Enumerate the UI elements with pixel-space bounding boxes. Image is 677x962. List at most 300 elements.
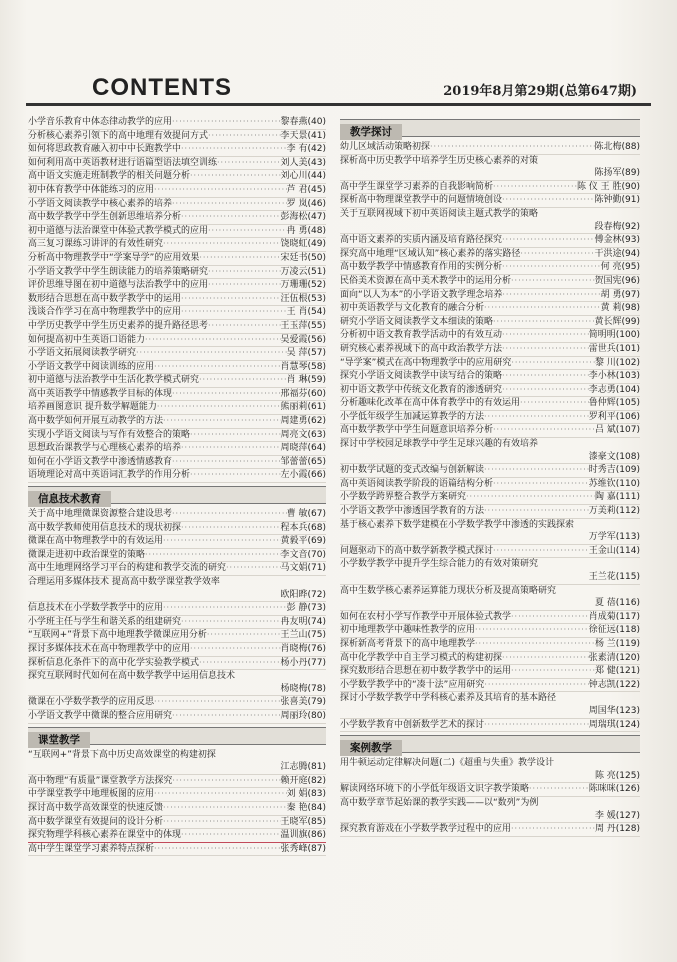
toc-entry[interactable]	[340, 519, 640, 545]
toc-entry[interactable]	[28, 522, 326, 536]
toc-entry[interactable]	[28, 829, 326, 843]
toc-list-classroom	[28, 749, 326, 857]
author-page: 王晓军(85)	[280, 816, 326, 827]
article-title: 初中体育教学中体能练习的应用	[28, 184, 155, 195]
toc-entry[interactable]	[340, 679, 640, 693]
toc-entry[interactable]	[28, 657, 326, 671]
toc-list-info-tech	[28, 508, 326, 724]
article-title: 用牛顿运动定律解决问题(二)《超重与失重》教学设计	[340, 758, 555, 769]
dot-leader	[493, 181, 577, 194]
dot-leader	[154, 843, 281, 856]
dot-leader	[181, 306, 287, 319]
dot-leader	[154, 696, 281, 709]
article-title: “导学案”模式在高中物理教学中的应用研究	[340, 357, 512, 368]
author-page: 邹蕾蕾(65)	[280, 456, 326, 467]
dot-leader	[157, 401, 281, 414]
toc-entry[interactable]	[340, 329, 640, 343]
dot-leader	[208, 225, 287, 238]
author-page: 周晓萍(64)	[280, 443, 326, 454]
dot-leader	[475, 638, 595, 651]
author-page: 黄 莉(98)	[600, 303, 640, 314]
dot-leader	[511, 275, 595, 288]
toc-entry[interactable]	[28, 749, 326, 775]
article-title: 微课在高中物理教学中的有效运用	[28, 536, 164, 547]
author-page: 王金山(114)	[588, 545, 640, 556]
author-page: 陈 仪 王 胜(90)	[576, 181, 640, 192]
author-page: 周国华(123)	[588, 705, 640, 716]
author-page: 夏 蓓(116)	[594, 598, 640, 609]
dot-leader	[502, 652, 589, 665]
author-page: 漆豪文(108)	[588, 451, 640, 462]
article-title: 小学语文阅读教学中核心素养的培养	[28, 198, 173, 209]
toc-entry[interactable]	[340, 665, 640, 679]
article-title: 探讨中学校园足球教学中学生足球兴趣的有效培养	[340, 439, 539, 450]
dot-leader	[493, 478, 589, 491]
article-title: 小学音乐教育中体态律动教学的应用	[28, 117, 173, 127]
author-page: 简明明(100)	[588, 330, 640, 341]
toc-entry[interactable]	[28, 802, 326, 816]
dot-leader	[181, 442, 281, 455]
author-page: 黎春燕(40)	[280, 117, 326, 127]
toc-entry[interactable]	[28, 442, 326, 456]
toc-entry[interactable]	[340, 478, 640, 492]
toc-entry[interactable]	[28, 696, 326, 710]
article-title: 小学班主任与学生和谐关系的组建研究	[28, 616, 182, 627]
author-page: 周亮文(63)	[280, 429, 326, 440]
article-title: 探析高中历史教学中培养学生历史核心素养的对策	[340, 155, 539, 166]
dot-leader	[511, 665, 595, 678]
toc-entry[interactable]	[340, 289, 640, 303]
toc-list-case-teaching	[340, 757, 640, 837]
author-page: 李 有(42)	[286, 144, 326, 155]
author-page: 欧阳晔(72)	[280, 589, 326, 600]
author-page: 曹 敏(67)	[286, 509, 326, 520]
toc-entry[interactable]	[28, 401, 326, 415]
author-page: 李天景(41)	[280, 130, 326, 141]
toc-entry[interactable]	[340, 155, 640, 181]
dot-leader	[172, 775, 280, 788]
article-title: 小学数学教学中的“凑十法”应用研究	[340, 679, 485, 690]
dot-leader	[163, 238, 281, 251]
dot-leader	[511, 611, 589, 624]
toc-entry[interactable]	[28, 643, 326, 657]
toc-entry[interactable]	[28, 293, 326, 307]
toc-entry[interactable]	[28, 279, 326, 293]
dot-leader	[163, 535, 281, 548]
author-page: 温训旗(86)	[280, 830, 326, 841]
article-title: 研究核心素养视域下的高中政治教学方法	[340, 343, 503, 354]
dot-leader	[154, 184, 287, 197]
toc-entry[interactable]	[340, 823, 640, 837]
toc-entry[interactable]	[28, 843, 326, 857]
toc-entry[interactable]	[340, 638, 640, 652]
author-page: 黄长辉(99)	[594, 316, 640, 327]
article-title: 初中数学试题的变式改编与创新解读	[340, 465, 485, 476]
author-page: 万学军(113)	[588, 532, 640, 543]
toc-entry[interactable]	[28, 549, 326, 563]
article-title: 分析趣味化改革在高中体育教学中的有效运用	[340, 398, 521, 409]
toc-entry[interactable]	[28, 211, 326, 225]
toc-entry[interactable]	[340, 248, 640, 262]
article-title: 高中数学课堂有效提问的设计分析	[28, 816, 164, 827]
toc-entry[interactable]	[28, 535, 326, 549]
author-page: 周丽玲(80)	[280, 710, 326, 721]
author-page: 黄毅平(69)	[280, 536, 326, 547]
toc-entry[interactable]	[340, 652, 640, 666]
author-page: 王兰山(75)	[280, 630, 326, 641]
dot-leader	[502, 261, 601, 274]
dot-leader	[502, 343, 589, 356]
dot-leader	[199, 657, 281, 670]
dot-leader	[484, 719, 589, 732]
dot-leader	[145, 334, 281, 347]
article-title: 高中数学教师使用信息技术的现状初探	[28, 522, 182, 533]
dot-leader	[172, 198, 287, 211]
dot-leader	[493, 424, 595, 437]
article-title: 民俗美术资源在高中美术教学中的运用分析	[340, 275, 512, 286]
toc-entry[interactable]	[28, 576, 326, 602]
dot-leader	[208, 130, 281, 143]
article-title: 关于互联网视域下初中英语阅读主题式教学的策略	[340, 208, 539, 219]
author-page: 段春梅(92)	[594, 221, 640, 232]
toc-entry[interactable]	[340, 194, 640, 208]
article-title: 小学低年级学生加减运算教学的方法	[340, 411, 485, 422]
dot-leader	[199, 374, 287, 387]
toc-entry[interactable]	[28, 130, 326, 144]
dot-leader	[181, 211, 281, 224]
toc-entry[interactable]	[340, 141, 640, 155]
toc-entry[interactable]	[28, 170, 326, 184]
dot-leader	[163, 415, 281, 428]
toc-entry[interactable]	[340, 438, 640, 464]
author-page: 刘人美(43)	[280, 157, 326, 168]
article-title: 高中数学教学中学生问题意识培养分析	[340, 425, 494, 436]
article-title: 小学语文教学中学生朗读能力的培养策略研究	[28, 266, 209, 277]
author-page: 吕 斌(107)	[594, 425, 640, 436]
toc-entry[interactable]	[340, 424, 640, 438]
author-page: 马文娟(71)	[280, 563, 326, 574]
section-header-case-teaching	[340, 735, 640, 753]
article-title: 探析高中物理课堂教学中的问题情境创设	[340, 195, 503, 206]
article-title: 初中道德与法治课堂中体验式教学模式的应用	[28, 225, 209, 236]
author-page: 肖 琳(59)	[286, 375, 326, 386]
toc-entry[interactable]	[28, 306, 326, 320]
article-title: 小学数学跨界整合教学方案研究	[340, 492, 467, 503]
dot-leader	[511, 357, 595, 370]
article-title: 数形结合思想在高中数学教学中的运用	[28, 293, 182, 304]
toc-entry[interactable]	[28, 157, 326, 171]
author-page: 徐征远(118)	[588, 625, 640, 636]
toc-entry[interactable]	[28, 361, 326, 375]
dot-leader	[181, 522, 281, 535]
toc-entry[interactable]	[340, 545, 640, 559]
article-title: 高中数学教学中情感教育作用的实例分析	[340, 262, 503, 273]
article-title: 探究小学语文阅读教学中读写结合的策略	[340, 371, 503, 382]
dot-leader	[466, 491, 595, 504]
article-title: 中学历史教学中学生历史素养的提升路径思考	[28, 320, 209, 331]
toc-entry[interactable]	[28, 469, 326, 483]
toc-entry[interactable]	[28, 629, 326, 643]
article-title: 高中生数学核心素养运算能力现状分析及提高策略研究	[340, 585, 557, 596]
dot-leader	[226, 562, 281, 575]
article-title: 高中学生课堂学习素养特点探析	[28, 843, 155, 854]
article-title: 关于高中地理微课资源整合建设思考	[28, 509, 173, 520]
author-page: 万凌云(51)	[280, 266, 326, 277]
article-title: 微课走进初中政治课堂的策略	[28, 549, 146, 560]
article-title: 高中数学如何开展互动教学的方法	[28, 416, 164, 427]
toc-entry[interactable]	[340, 491, 640, 505]
article-title: 探讨小学数学教学中学科核心素养及其培育的基本路径	[340, 693, 557, 704]
author-page: 王 肖(54)	[286, 307, 326, 318]
toc-entry[interactable]	[28, 225, 326, 239]
author-page: 李文音(70)	[280, 549, 326, 560]
author-page: 刘 娟(83)	[286, 789, 326, 800]
dot-leader	[520, 397, 589, 410]
dot-leader	[190, 170, 281, 183]
author-page: 罗利平(106)	[588, 411, 640, 422]
article-title: 问题驱动下的高中数学新教学模式探讨	[340, 545, 494, 556]
toc-entry[interactable]	[28, 508, 326, 522]
section-title: 课堂教学	[28, 732, 90, 748]
left-column	[28, 116, 326, 856]
toc-entry[interactable]	[340, 464, 640, 478]
author-page: 陈 亮(125)	[594, 770, 640, 781]
article-title: 信息技术在小学数学教学中的应用	[28, 603, 164, 614]
dot-leader	[511, 823, 595, 836]
dot-leader	[190, 643, 281, 656]
toc-entry[interactable]	[28, 456, 326, 470]
dot-leader	[484, 411, 589, 424]
author-page: 雷世兵(101)	[588, 343, 640, 354]
toc-entry[interactable]	[340, 275, 640, 289]
toc-entry[interactable]	[28, 198, 326, 212]
toc-entry[interactable]	[28, 320, 326, 334]
toc-entry[interactable]	[28, 429, 326, 443]
author-page: 万美莉(112)	[588, 506, 640, 517]
article-title: 高中数学章节起始课的教学实践——以“数列”为例	[340, 797, 539, 808]
toc-entry[interactable]	[340, 343, 640, 357]
article-title: 初中道德与法治教学中生活化教学模式研究	[28, 375, 200, 386]
toc-entry[interactable]	[28, 374, 326, 388]
author-page: 刘心川(44)	[280, 171, 326, 182]
dot-leader	[181, 293, 281, 306]
toc-entry[interactable]	[28, 184, 326, 198]
toc-entry[interactable]	[340, 370, 640, 384]
article-title: 如何提高初中生英语口语能力	[28, 334, 146, 345]
toc-entry[interactable]	[28, 816, 326, 830]
toc-entry[interactable]	[28, 334, 326, 348]
author-page: 张素清(120)	[588, 652, 640, 663]
toc-entry[interactable]	[340, 692, 640, 718]
toc-entry[interactable]	[340, 208, 640, 234]
toc-entry[interactable]	[28, 616, 326, 630]
article-title: 如何在小学语文教学中渗透情感教育	[28, 456, 173, 467]
article-title: 基于核心素养下数学建模在小学数学教学中渗透的实践探索	[340, 519, 575, 530]
right-column	[340, 116, 640, 837]
author-page: 罗 岚(46)	[286, 198, 326, 209]
article-title: 实现小学语文阅读与写作有效整合的策略	[28, 429, 191, 440]
section-header-info-tech	[28, 486, 326, 504]
article-title: 中学课堂教学中地理板图的应用	[28, 789, 155, 800]
toc-entry[interactable]	[28, 238, 326, 252]
toc-entry[interactable]	[340, 797, 640, 823]
toc-entry[interactable]	[28, 602, 326, 616]
dot-leader	[172, 388, 281, 401]
author-page: 杨 兰(119)	[594, 638, 640, 649]
article-title: 如何利用高中英语教材进行语篇型语法填空训练	[28, 157, 218, 168]
article-title: 小学语文教学中阅读训练的应用	[28, 361, 155, 372]
toc-entry[interactable]	[28, 710, 326, 724]
toc-entry[interactable]	[340, 611, 640, 625]
toc-entry[interactable]	[340, 397, 640, 411]
author-page: 程本兵(68)	[280, 522, 326, 533]
author-page: 干洪途(94)	[594, 248, 640, 259]
author-page: 陈钟勤(91)	[594, 195, 640, 206]
dot-leader	[484, 464, 589, 477]
author-page: 汪伍根(53)	[280, 293, 326, 304]
section-title: 案例教学	[340, 740, 402, 756]
dot-leader	[217, 157, 281, 170]
toc-entry[interactable]	[340, 783, 640, 797]
article-title: 解读网络环境下的小学低年级语文识字教学策略	[340, 784, 530, 795]
author-page: 周 丹(128)	[594, 824, 640, 835]
author-page: 冉友明(74)	[280, 616, 326, 627]
article-title: 探讨高中数学高效课堂的快速反馈	[28, 802, 164, 813]
dot-leader	[190, 469, 281, 482]
author-page: 彭 静(73)	[286, 603, 326, 614]
toc-entry[interactable]	[28, 347, 326, 361]
author-page: 郑 健(121)	[594, 666, 640, 677]
dot-leader	[208, 279, 281, 292]
article-title: “互联网+”背景下高中地理教学微课应用分析	[28, 630, 207, 641]
toc-list-teaching-explore	[340, 141, 640, 732]
author-page: 吴 萍(57)	[286, 348, 326, 359]
author-page: 黎 川(102)	[594, 357, 640, 368]
dot-leader	[163, 602, 287, 615]
author-page: 李 媛(127)	[594, 810, 640, 821]
toc-entry[interactable]	[340, 384, 640, 398]
author-page: 何 亮(95)	[600, 262, 640, 273]
toc-entry[interactable]	[340, 234, 640, 248]
dot-leader	[163, 816, 281, 829]
toc-entry[interactable]	[340, 505, 640, 519]
article-title: 小学语文拓展阅读教学研究	[28, 348, 137, 359]
author-page: 张秀峰(87)	[280, 843, 326, 854]
article-title: 高中语文实施走班制教学的相关问题分析	[28, 171, 191, 182]
toc-entry[interactable]	[28, 116, 326, 130]
toc-entry[interactable]	[340, 558, 640, 584]
toc-entry[interactable]	[28, 252, 326, 266]
article-title: 高中学生课堂学习素养的自我影响简析	[340, 181, 494, 192]
toc-entry[interactable]	[340, 261, 640, 275]
dot-leader	[493, 316, 595, 329]
section-header-classroom	[28, 727, 326, 745]
article-title: 初中英语教学与文化教育的融合分析	[340, 303, 485, 314]
toc-entry[interactable]	[28, 143, 326, 157]
author-page: 周建勇(62)	[280, 416, 326, 427]
dot-leader	[529, 783, 589, 796]
author-page: 时秀吉(109)	[588, 465, 640, 476]
article-title: “互联网+”背景下高中历史高效课堂的构建初探	[28, 749, 216, 760]
author-page: 邢福芬(60)	[280, 388, 326, 399]
toc-entry[interactable]	[340, 757, 640, 783]
author-page: 李志勇(104)	[588, 384, 640, 395]
author-page: 杨晓梅(78)	[280, 683, 326, 694]
author-page: 江志腾(81)	[280, 762, 326, 773]
article-title: 合理运用多媒体技术 提高高中数学课堂教学效率	[28, 577, 220, 587]
article-title: 面向“以人为本”的小学语文教学理念培养	[340, 289, 503, 300]
article-title: 探究物理学科核心素养在课堂中的体现	[28, 830, 182, 841]
toc-entry[interactable]	[340, 302, 640, 316]
author-page: 万珊珊(52)	[280, 280, 326, 291]
author-page: 芦 君(45)	[286, 184, 326, 195]
dot-leader	[484, 505, 589, 518]
dot-leader	[163, 802, 287, 815]
dot-leader	[154, 788, 287, 801]
author-page: 王兰花(115)	[588, 572, 640, 582]
dot-leader	[430, 141, 595, 154]
article-title: 探析信息化条件下的高中化学实验教学模式	[28, 657, 200, 668]
article-title: 探究数形结合思想在初中数学教学中的运用	[340, 666, 512, 677]
article-title: 探究互联网时代如何在高中数学教学中运用信息技术	[28, 671, 236, 682]
article-title: 高中生地理网络学习平台的构建和教学交流的研究	[28, 563, 227, 574]
toc-entry[interactable]	[340, 181, 640, 195]
dot-leader	[181, 616, 281, 629]
toc-list-general	[28, 116, 326, 483]
toc-entry[interactable]	[340, 357, 640, 371]
toc-entry[interactable]	[28, 775, 326, 789]
dot-leader	[502, 329, 589, 342]
toc-entry[interactable]	[28, 562, 326, 576]
author-page: 秦 艳(84)	[286, 802, 326, 813]
author-page: 饶晓虹(49)	[280, 239, 326, 250]
article-title: 语境理论对高中英语词汇教学的作用分析	[28, 470, 191, 481]
author-page: 鲁仲辉(105)	[588, 398, 640, 409]
author-page: 苏维钦(110)	[588, 478, 640, 489]
author-page: 王玉萍(55)	[280, 320, 326, 331]
article-title: 高中语文素养的实质内涵及培育路径探究	[340, 235, 503, 246]
author-page: 李小林(103)	[588, 371, 640, 382]
toc-entry[interactable]	[28, 266, 326, 280]
article-title: 小学语文教学中微课的整合应用研究	[28, 710, 173, 721]
toc-entry[interactable]	[28, 388, 326, 402]
toc-entry[interactable]	[28, 670, 326, 696]
toc-entry[interactable]	[340, 624, 640, 638]
issue-info: 2019年8月第29期(总第647期)	[443, 84, 637, 99]
toc-entry[interactable]	[340, 411, 640, 425]
article-title: 如何将思政教育融入初中中长跑教学中	[28, 144, 182, 155]
article-title: 幼儿区域活动策略初探	[340, 142, 431, 152]
author-page: 吴爱霞(56)	[280, 334, 326, 345]
toc-entry[interactable]	[340, 719, 640, 733]
author-page: 肖晓梅(76)	[280, 643, 326, 654]
article-title: 高三复习课练习讲评的有效性研究	[28, 239, 164, 250]
section-title: 教学探讨	[340, 124, 402, 140]
toc-entry[interactable]	[340, 585, 640, 611]
toc-entry[interactable]	[340, 316, 640, 330]
toc-entry[interactable]	[28, 415, 326, 429]
dot-leader	[493, 545, 589, 558]
article-title: 探讨多媒体技术在高中物理教学中的应用	[28, 643, 191, 654]
article-title: 分析核心素养引领下的高中地理有效提问方式	[28, 130, 209, 141]
toc-entry[interactable]	[28, 788, 326, 802]
dot-leader	[484, 302, 601, 315]
article-title: 探析新高考背景下的高中地理教学	[340, 638, 476, 649]
author-page: 胡 勇(97)	[600, 289, 640, 300]
article-title: 初中语文教学中传统文化教育的渗透研究	[340, 384, 503, 395]
dot-leader	[136, 347, 287, 360]
dot-leader	[475, 624, 589, 637]
